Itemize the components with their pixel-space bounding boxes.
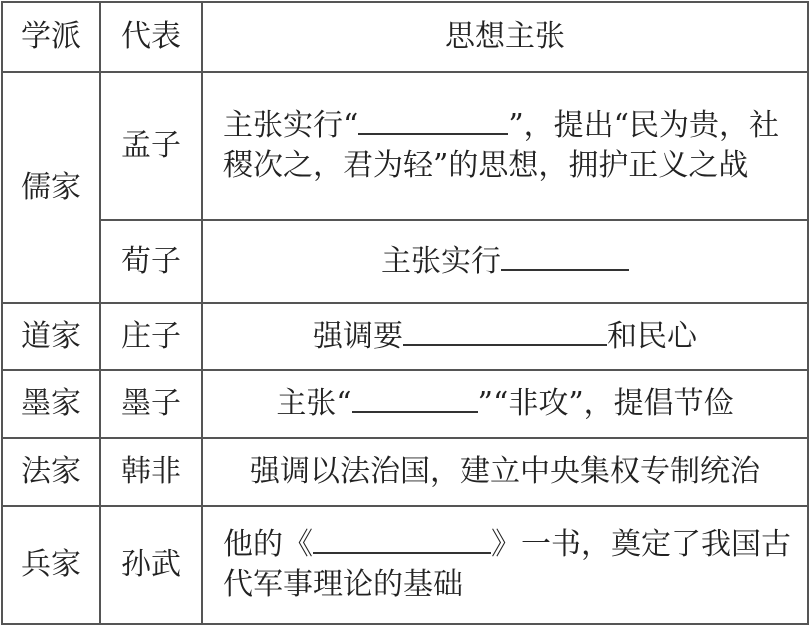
idea-text-pre: 主张“ [276, 386, 352, 421]
idea-zhuangzi [202, 303, 808, 370]
school-confucian: 儒家 [2, 72, 100, 303]
idea-text-pre: 强调要 [313, 318, 403, 354]
header-rep: 代表 [100, 2, 202, 72]
school-mohist: 墨家 [2, 370, 100, 438]
idea-mencius [202, 72, 808, 220]
idea-text-pre: 主张实行 [381, 243, 501, 279]
header-idea: 思想主张 [202, 2, 808, 72]
idea-text-post: ”“非攻”，提倡节俭 [477, 386, 734, 421]
fill-blank [501, 243, 629, 271]
table-row [2, 506, 808, 624]
table-row [2, 438, 808, 506]
idea-text-post: ”，提出“民为贵，社稷次之，君为轻”的思想，拥护正义之战 [223, 108, 780, 183]
rep-xunzi: 荀子 [100, 220, 202, 303]
school-legalist: 法家 [2, 438, 100, 506]
idea-text-post: 》一书，奠定了我国古代军事理论的基础 [223, 527, 791, 602]
header-row [2, 2, 808, 72]
header-school: 学派 [2, 2, 100, 72]
idea-sunwu [202, 506, 808, 624]
rep-hanfei: 韩非 [100, 438, 202, 506]
table-row [2, 220, 808, 303]
idea-hanfei: 强调以法治国，建立中央集权专制统治 [202, 438, 808, 506]
fill-blank [313, 526, 491, 554]
rep-mencius: 孟子 [100, 72, 202, 220]
table-row [2, 72, 808, 220]
school-taoist: 道家 [2, 303, 100, 370]
schools-table [1, 1, 809, 625]
idea-text-pre: 他的《 [223, 527, 313, 562]
fill-blank [352, 385, 478, 413]
fill-blank [358, 107, 508, 135]
idea-text-post: 和民心 [607, 318, 697, 354]
idea-xunzi [202, 220, 808, 303]
table-row [2, 370, 808, 438]
rep-zhuangzi: 庄子 [100, 303, 202, 370]
rep-mozi: 墨子 [100, 370, 202, 438]
rep-sunwu: 孙武 [100, 506, 202, 624]
idea-text-pre: 主张实行“ [223, 108, 359, 143]
school-military: 兵家 [2, 506, 100, 624]
fill-blank [403, 318, 607, 346]
idea-mozi [202, 370, 808, 438]
table-row [2, 303, 808, 370]
